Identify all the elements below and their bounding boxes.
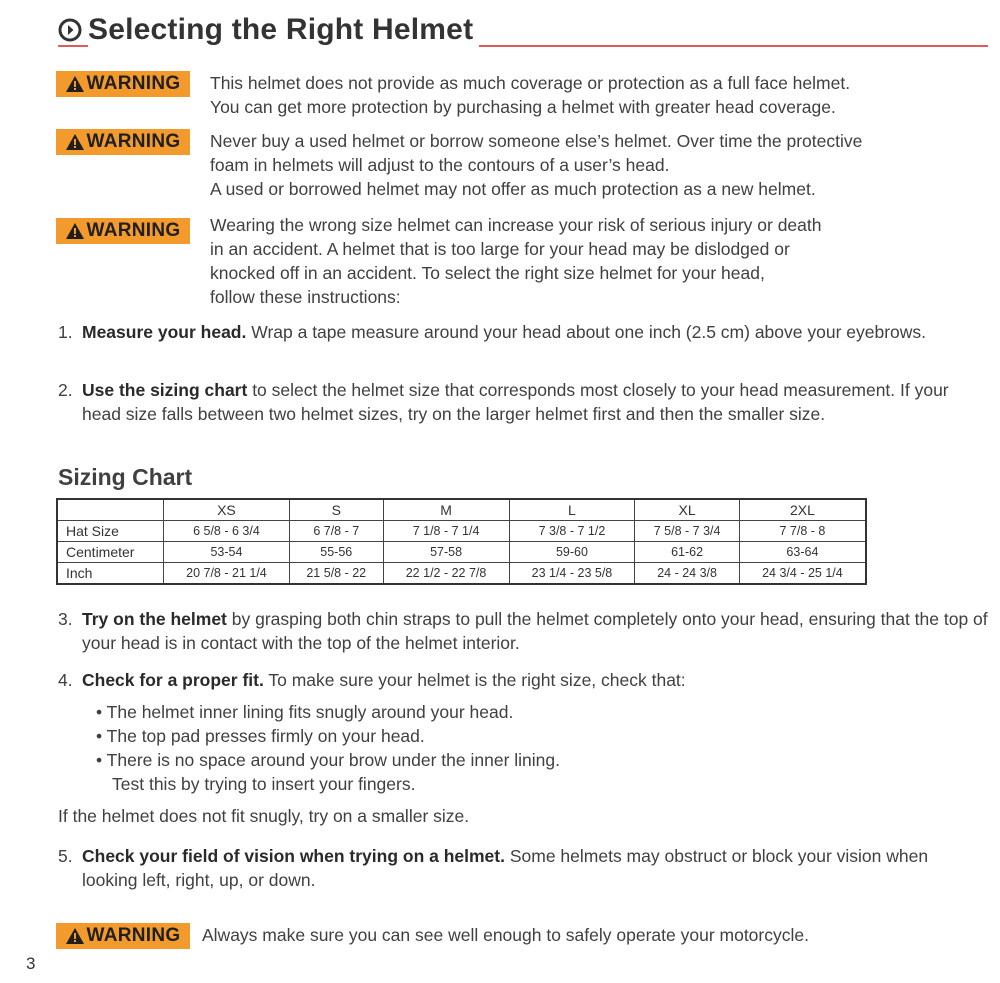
step-heading: Use the sizing chart bbox=[82, 380, 248, 400]
step-heading: Check your field of vision when trying on a helmet. bbox=[82, 846, 505, 866]
step-text: Some helmets may obstruct or block your vision when looking left, right, up, or down. bbox=[82, 846, 929, 890]
row-label: Centimeter bbox=[57, 542, 164, 563]
size-header: L bbox=[509, 499, 635, 521]
warning-line: knocked off in an accident. To select the right size helmet for your head, bbox=[210, 263, 765, 283]
step-heading: Measure your head. bbox=[82, 322, 247, 342]
warning-label: WARNING bbox=[86, 925, 181, 946]
warning-line: in an accident. A helmet that is too large for your head may be dislodged or bbox=[210, 239, 790, 259]
table-cell: 61-62 bbox=[635, 542, 739, 563]
row-label: Inch bbox=[57, 563, 164, 585]
fit-check-list bbox=[96, 700, 560, 796]
warning-triangle-icon bbox=[66, 223, 84, 239]
warning-label: WARNING bbox=[86, 73, 181, 94]
step-item bbox=[58, 844, 988, 892]
table-cell: 21 5/8 - 22 bbox=[289, 563, 383, 585]
row-label: Hat Size bbox=[57, 521, 164, 542]
list-item: Test this by trying to insert your fingers. bbox=[112, 774, 416, 794]
warning-line: foam in helmets will adjust to the contours of a user’s head. bbox=[210, 155, 670, 175]
warning-triangle-icon bbox=[66, 76, 84, 92]
step-item bbox=[58, 320, 988, 344]
step-number: 2. bbox=[58, 380, 73, 400]
circle-arrow-icon bbox=[58, 18, 82, 42]
warning-line: Never buy a used helmet or borrow someone else’s helmet. Over time the protective bbox=[210, 131, 863, 151]
sizing-chart-title: Sizing Chart bbox=[58, 464, 193, 490]
list-item: • The top pad presses firmly on your head. bbox=[96, 726, 425, 746]
table-cell: 6 7/8 - 7 bbox=[289, 521, 383, 542]
table-row bbox=[57, 521, 866, 542]
table-cell: 7 1/8 - 7 1/4 bbox=[383, 521, 509, 542]
step-number: 5. bbox=[58, 846, 73, 866]
size-header: 2XL bbox=[739, 499, 866, 521]
table-cell: 24 3/4 - 25 1/4 bbox=[739, 563, 866, 585]
table-cell: 7 7/8 - 8 bbox=[739, 521, 866, 542]
table-cell: 7 5/8 - 7 3/4 bbox=[635, 521, 739, 542]
table-cell: 55-56 bbox=[289, 542, 383, 563]
step-item bbox=[58, 668, 988, 692]
step-text: by grasping both chin straps to pull the helmet completely onto your head, ensuring that the top of your head is in contact with the top of the helmet interior. bbox=[82, 609, 988, 653]
table-cell: 6 5/8 - 6 3/4 bbox=[164, 521, 290, 542]
warning-triangle-icon bbox=[66, 928, 84, 944]
size-header: S bbox=[289, 499, 383, 521]
size-header: XS bbox=[164, 499, 290, 521]
step-heading: Try on the helmet bbox=[82, 609, 227, 629]
warning-line: A used or borrowed helmet may not offer as much protection as a new helmet. bbox=[210, 179, 816, 199]
step-number: 1. bbox=[58, 322, 73, 342]
table-cell: 57-58 bbox=[383, 542, 509, 563]
list-item: • There is no space around your brow under the inner lining. bbox=[96, 750, 560, 770]
warning-label: WARNING bbox=[86, 220, 181, 241]
warning-badge bbox=[56, 129, 190, 155]
sizing-chart-table bbox=[56, 498, 867, 585]
table-cell: 53-54 bbox=[164, 542, 290, 563]
table-cell: 20 7/8 - 21 1/4 bbox=[164, 563, 290, 585]
page-title: Selecting the Right Helmet bbox=[88, 12, 479, 48]
step-item bbox=[58, 607, 988, 655]
warning-badge bbox=[56, 71, 190, 97]
table-row bbox=[57, 563, 866, 585]
page-number: 3 bbox=[26, 954, 36, 973]
fit-note: If the helmet does not fit snugly, try on a smaller size. bbox=[58, 806, 470, 826]
table-cell: 24 - 24 3/8 bbox=[635, 563, 739, 585]
step-number: 4. bbox=[58, 670, 73, 690]
warning-line: This helmet does not provide as much coverage or protection as a full face helmet. bbox=[210, 73, 851, 93]
step-number: 3. bbox=[58, 609, 73, 629]
step-item bbox=[58, 378, 988, 426]
warning-line: You can get more protection by purchasing a helmet with greater head coverage. bbox=[210, 97, 836, 117]
step-text: to select the helmet size that corresponds most closely to your head measurement. If your head size falls between two helmet sizes, try on the larger helmet first and then the smaller size. bbox=[82, 380, 949, 424]
page-title-row bbox=[58, 12, 988, 52]
size-header: XL bbox=[635, 499, 739, 521]
size-header: M bbox=[383, 499, 509, 521]
step-text: Wrap a tape measure around your head about one inch (2.5 cm) above your eyebrows. bbox=[246, 322, 927, 342]
warning-line: Wearing the wrong size helmet can increase your risk of serious injury or death bbox=[210, 215, 822, 235]
step-heading: Check for a proper fit. bbox=[82, 670, 264, 690]
table-cell: 7 3/8 - 7 1/2 bbox=[509, 521, 635, 542]
warning-label: WARNING bbox=[86, 131, 181, 152]
list-item: • The helmet inner lining fits snugly around your head. bbox=[96, 702, 514, 722]
table-cell: 23 1/4 - 23 5/8 bbox=[509, 563, 635, 585]
table-cell: 63-64 bbox=[739, 542, 866, 563]
warning-badge bbox=[56, 923, 190, 949]
table-corner-cell bbox=[57, 499, 164, 521]
table-header-row bbox=[57, 499, 866, 521]
table-cell: 22 1/2 - 22 7/8 bbox=[383, 563, 509, 585]
table-cell: 59-60 bbox=[509, 542, 635, 563]
warning-line: follow these instructions: bbox=[210, 287, 401, 307]
warning-line: Always make sure you can see well enough to safely operate your motorcycle. bbox=[202, 925, 809, 945]
table-row bbox=[57, 542, 866, 563]
step-text: To make sure your helmet is the right size, check that: bbox=[263, 670, 686, 690]
warning-badge bbox=[56, 218, 190, 244]
warning-triangle-icon bbox=[66, 134, 84, 150]
